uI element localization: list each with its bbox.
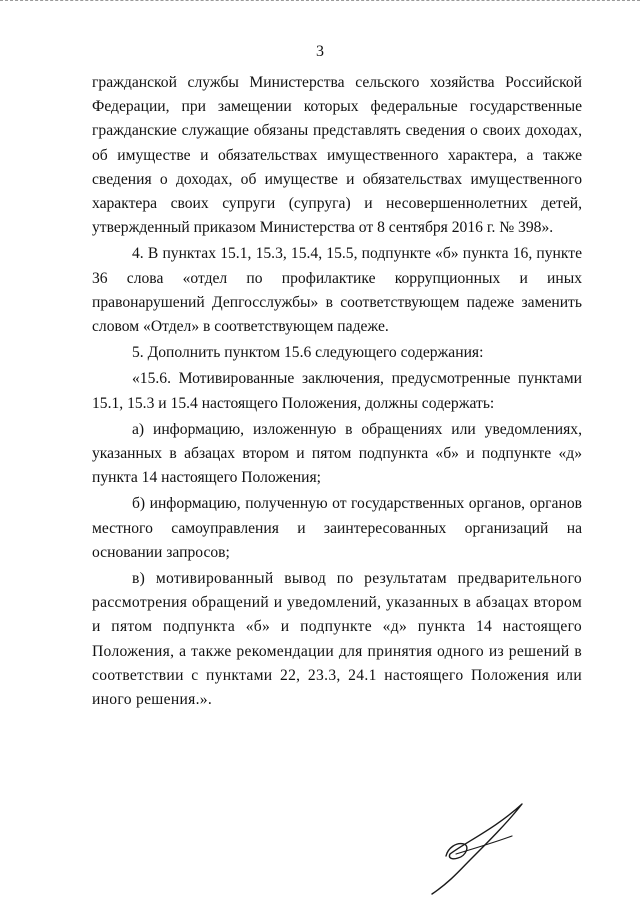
page-top-edge (0, 0, 640, 3)
paragraph-subitem-c: в) мотивированный вывод по результатам предварительного рассмотрения обращений и уведомлений, указанных в абзацах втором и пятом подпункта «б» и подпункте «д» пункта 14 настоящего Положения, а также рекомендации для принятия одного из решений в соответствии с пунктами 22, 23.3, 24.1 настоящего Положения или иного решения.». (92, 570, 582, 709)
paragraph-item-5: 5. Дополнить пунктом 15.6 следующего содержания: (132, 344, 484, 362)
document-body (92, 71, 582, 712)
paragraph-clause-15-6: «15.6. Мотивированные заключения, предусмотренные пунктами 15.1, 15.3 и 15.4 настоящего Положения, должны содержать: (92, 370, 582, 412)
paragraph-item-4: 4. В пунктах 15.1, 15.3, 15.4, 15.5, подпункте «б» пункта 16, пункте 36 слова «отдел по профилактике коррупционных и иных правонарушений Депгосслужбы» в соответствующем падеже заменить словом «Отдел» в соответствующем падеже. (92, 245, 582, 336)
paragraph-continuation: гражданской службы Министерства сельского хозяйства Российской Федерации, при замещении которых федеральные государственные гражданские служащие обязаны представлять сведения о своих доходах, об имуществе и обязательствах имущественного характера, а также сведения о доходах, об имуществе и обязательствах имущественного характера своих супруги (супруга) и несовершеннолетних детей, утвержденный приказом Министерства от 8 сентября 2016 г. № 398». (92, 74, 582, 237)
paragraph-subitem-a: а) информацию, изложенную в обращениях или уведомлениях, указанных в абзацах втором и пятом подпункта «б» и подпункте «д» пункта 14 настоящего Положения; (92, 420, 582, 487)
page-number: 3 (316, 43, 324, 60)
paragraph-subitem-b: б) информацию, полученную от государственных органов, органов местного самоуправления и заинтересованных организаций на основании запросов; (92, 495, 582, 561)
signature-stroke (432, 804, 522, 894)
handwritten-signature (426, 798, 546, 898)
